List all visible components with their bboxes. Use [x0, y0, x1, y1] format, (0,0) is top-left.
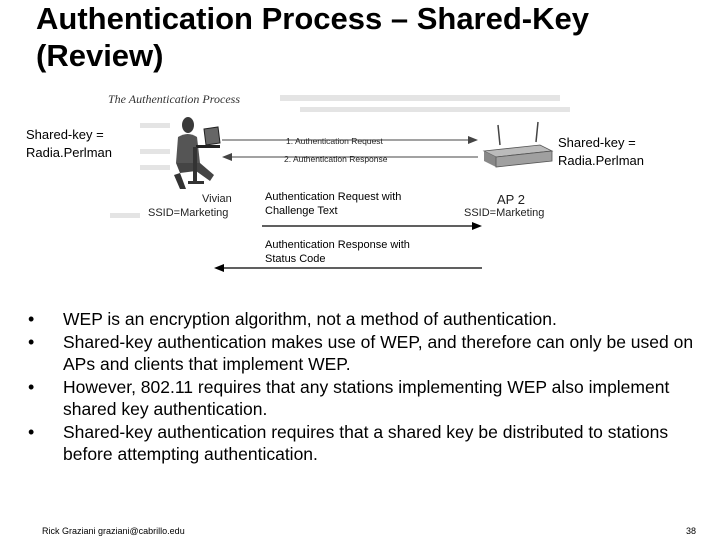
bullet-dot-icon: • [28, 331, 35, 352]
bullet-dot-icon: • [28, 421, 35, 442]
bullet-item [28, 376, 698, 421]
frame-request-arrow [262, 222, 482, 230]
frame-request-label: Authentication Request with Challenge Text [265, 191, 402, 217]
diagram-title: The Authentication Process [108, 92, 240, 106]
ap-ssid-label: SSID=Marketing [464, 207, 545, 219]
bullet-list [28, 308, 698, 466]
slide-title: Authentication Process – Shared-Key (Review) [36, 1, 589, 73]
shared-key-left-label: Shared-key = Radia.Perlman [26, 127, 112, 160]
footer-author: Rick Graziani graziani@cabrillo.edu [42, 526, 185, 536]
ap-name-label: AP 2 [497, 192, 525, 207]
bullet-text: Shared-key authentication requires that a shared key be distributed to stations before attempting authentication. [63, 421, 669, 464]
bullet-dot-icon: • [28, 309, 35, 329]
bullet-item [28, 421, 698, 466]
bullet-item [28, 308, 698, 331]
bullet-dot-icon: • [28, 376, 35, 397]
client-name-label: Vivian [202, 193, 232, 205]
client-ssid-label: SSID=Marketing [148, 207, 229, 219]
auth-response-label: 2. Authentication Response [284, 154, 388, 164]
access-point-icon [484, 122, 552, 167]
page-number: 38 [685, 526, 696, 536]
auth-request-label: 1. Authentication Request [286, 136, 383, 146]
frame-response-label: Authentication Response with Status Code [265, 239, 410, 265]
shared-key-right-label: Shared-key = Radia.Perlman [558, 135, 644, 168]
bullet-text: WEP is an encryption algorithm, not a method of authentication. [63, 309, 557, 329]
bullet-text: However, 802.11 requires that any stations implementing WEP also implement shared key authentication. [63, 376, 670, 419]
bullet-text: Shared-key authentication makes use of WEP, and therefore can only be used on APs and clients that implement WEP. [63, 331, 694, 374]
client-person-icon [174, 117, 220, 189]
bullet-item [28, 331, 698, 376]
